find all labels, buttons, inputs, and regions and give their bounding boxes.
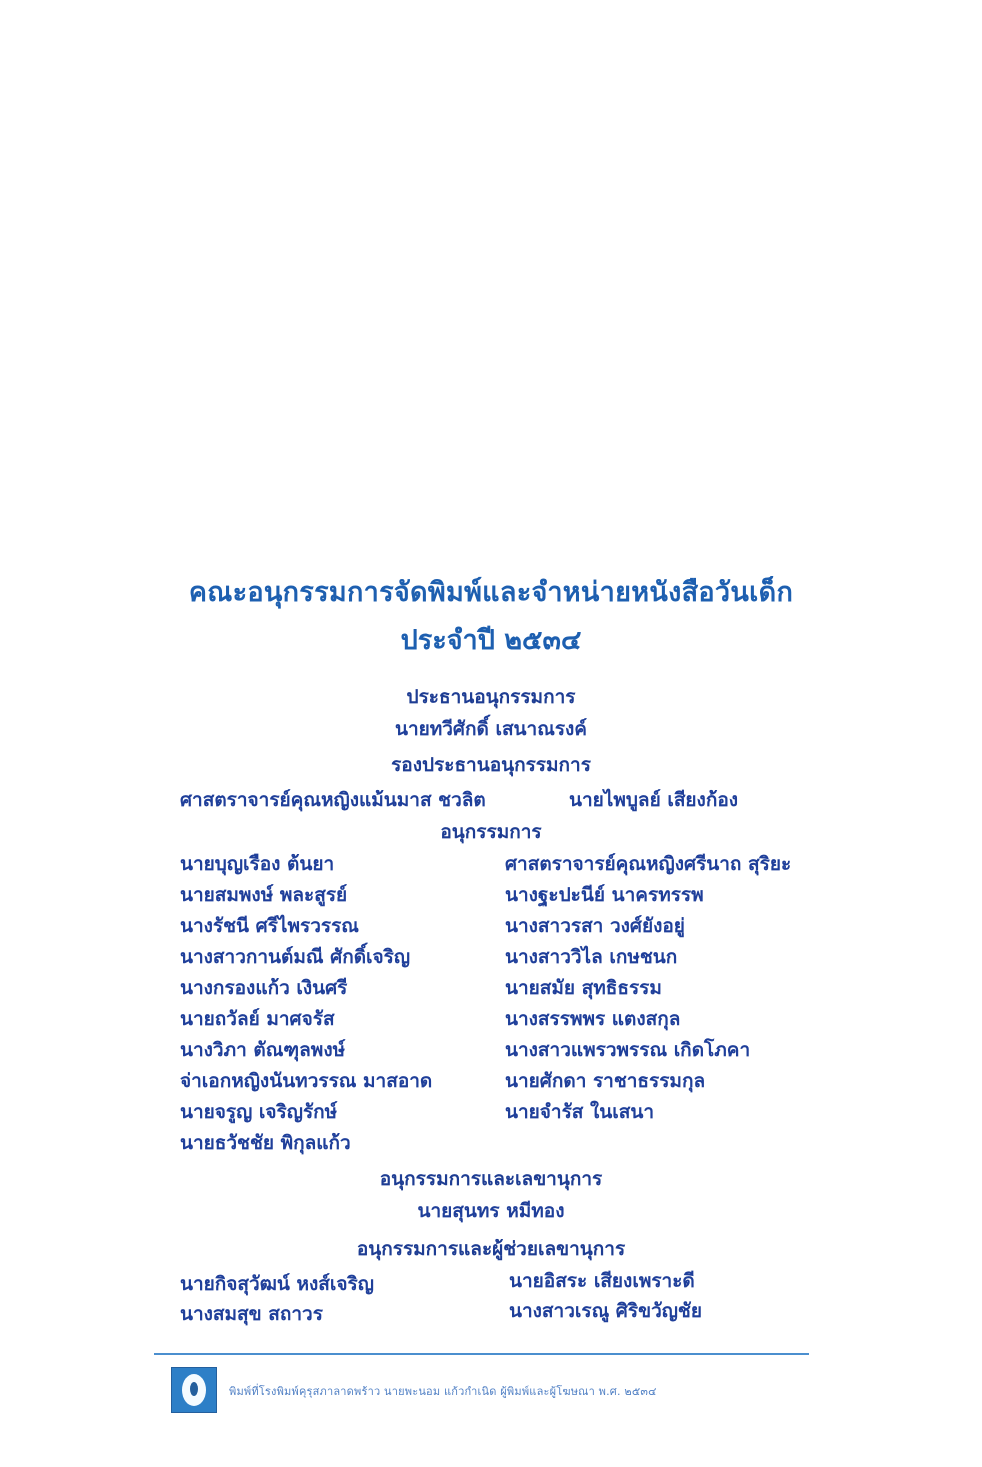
member-right-1: ศาสตราจารย์คุณหญิงศรีนาถ สุริยะ [505, 853, 792, 875]
member-left-5: นางกรองแก้ว เงินศรี [180, 977, 348, 999]
member-right-4: นางสาววิไล เกษชนก [505, 946, 678, 968]
assistant-secretary-left-1: นายกิจสุวัฒน์ หงส์เจริญ [180, 1273, 374, 1295]
member-right-8: นายศักดา ราชาธรรมกุล [505, 1070, 706, 1092]
assistant-secretary-right-1: นายอิสระ เสียงเพราะดี [509, 1270, 695, 1292]
member-right-3: นางสาวรสา วงศ์ยังอยู่ [505, 915, 685, 937]
member-left-1: นายบุญเรือง ต้นยา [180, 853, 335, 875]
secretary-heading: อนุกรรมการและเลขานุการ [379, 1168, 603, 1190]
member-right-9: นายจำรัส ในเสนา [505, 1101, 655, 1123]
assistant-secretary-left-2: นางสมสุข สถาวร [180, 1303, 323, 1325]
member-left-6: นายถวัลย์ มาศจรัส [180, 1008, 335, 1030]
document-title: คณะอนุกรรมการจัดพิมพ์และจำหน่ายหนังสือวันเด็ก [188, 577, 794, 608]
member-left-8: จ่าเอกหญิงนันทวรรณ มาสอาด [180, 1070, 433, 1092]
member-left-2: นายสมพงษ์ พละสูรย์ [180, 884, 348, 906]
secretary-name: นายสุนทร หมีทอง [417, 1200, 565, 1222]
member-right-2: นางฐะปะนีย์ นาครทรรพ [505, 884, 704, 906]
footer-divider [154, 1353, 809, 1355]
assistant-secretary-right-2: นางสาวเรณู ศิริขวัญชัย [509, 1300, 702, 1322]
members-heading: อนุกรรมการ [440, 821, 542, 843]
document-subtitle-year: ประจำปี ๒๕๓๔ [400, 625, 582, 656]
member-right-7: นางสาวแพรวพรรณ เกิดโภคา [505, 1039, 751, 1061]
chair-heading: ประธานอนุกรรมการ [406, 686, 576, 708]
vice-chair-heading: รองประธานอนุกรรมการ [391, 754, 591, 776]
chair-name: นายทวีศักดิ์ เสนาณรงค์ [394, 718, 588, 740]
assistant-secretary-heading: อนุกรรมการและผู้ช่วยเลขานุการ [356, 1238, 626, 1260]
vice-chair-name-left: ศาสตราจารย์คุณหญิงแม้นมาส ชวลิต [180, 789, 486, 811]
logo-figure [190, 1382, 198, 1396]
vice-chair-name-right: นายไพบูลย์ เสียงก้อง [569, 789, 739, 811]
publisher-logo-icon [171, 1367, 217, 1413]
printer-imprint: พิมพ์ที่โรงพิมพ์คุรุสภาลาดพร้าว นายพะนอม แก้วกำเนิด ผู้พิมพ์และผู้โฆษณา พ.ศ. ๒๕๓๔ [229, 1385, 657, 1398]
member-left-3: นางรัชนี ศรีไพรวรรณ [180, 915, 359, 937]
member-right-6: นางสรรพพร แตงสกุล [505, 1008, 681, 1030]
member-left-4: นางสาวกานต์มณี ศักดิ์เจริญ [180, 946, 411, 968]
member-left-7: นางวิภา ตัณฑุลพงษ์ [180, 1039, 346, 1061]
member-left-10: นายธวัชชัย พิกุลแก้ว [180, 1132, 351, 1154]
member-right-5: นายสมัย สุทธิธรรม [505, 977, 662, 999]
member-left-9: นายจรูญ เจริญรักษ์ [180, 1101, 338, 1123]
